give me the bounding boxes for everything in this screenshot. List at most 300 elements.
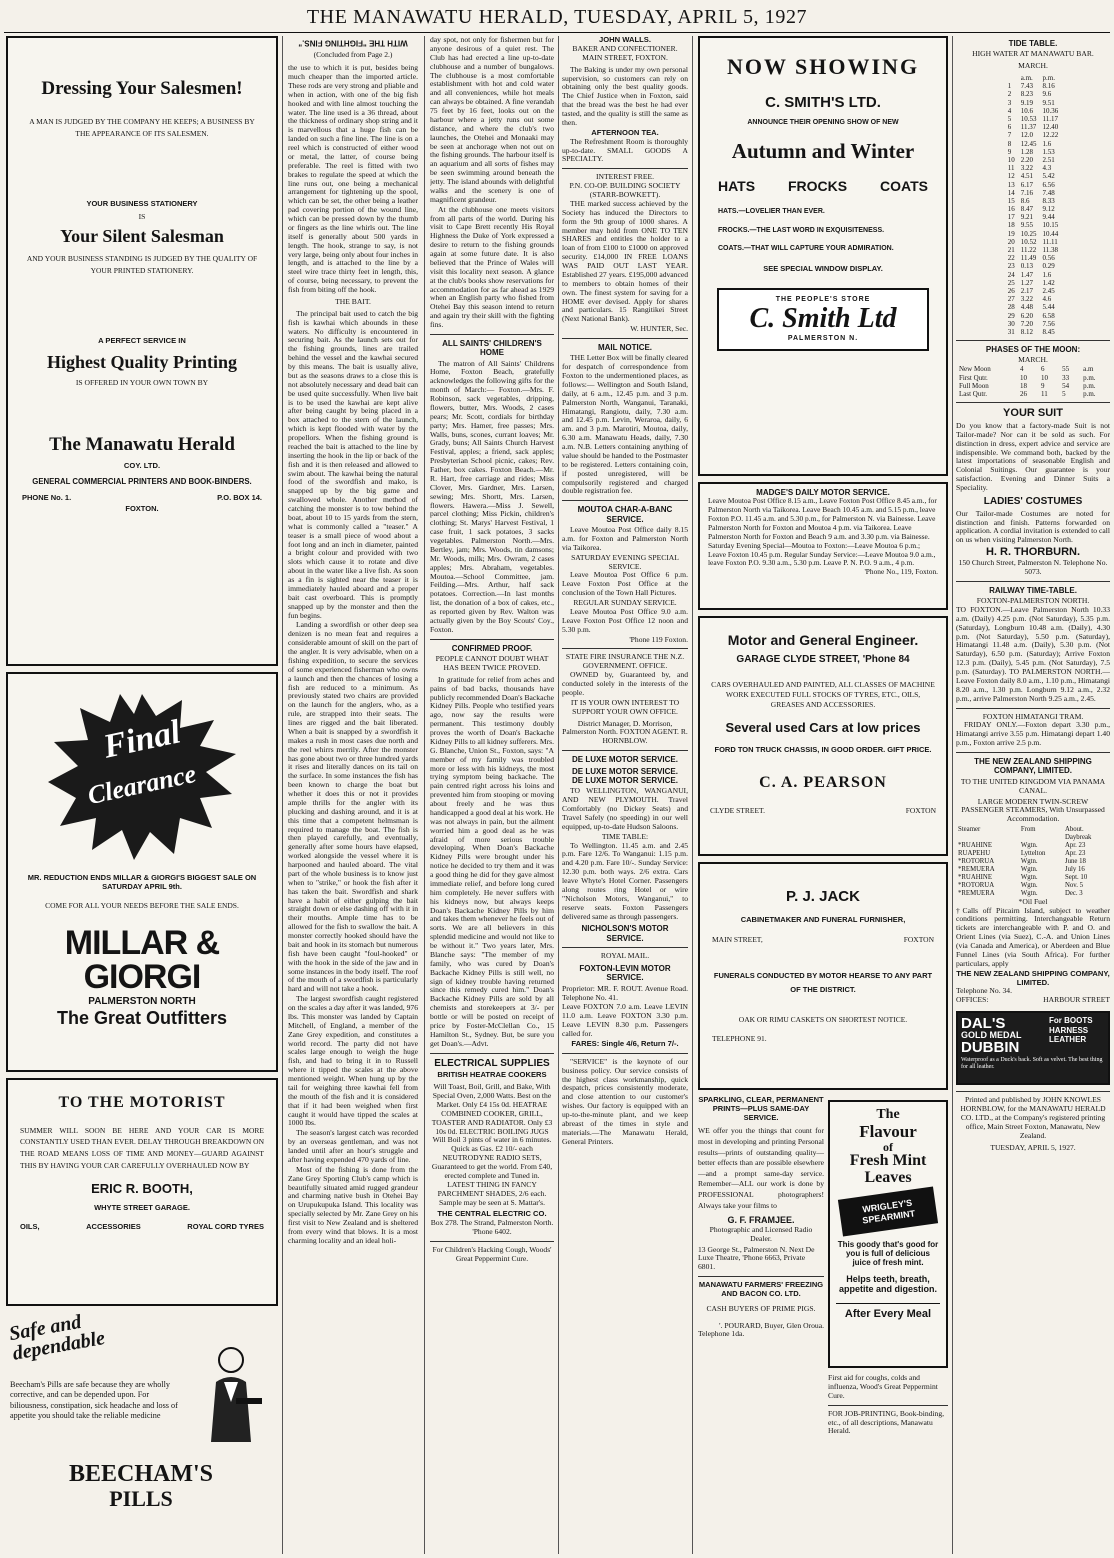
tide-row [1005, 246, 1062, 254]
tyres-label: ROYAL CORD TYRES [187, 1222, 264, 1232]
final-clearance-art [42, 686, 242, 866]
foxton-label: FOXTON [905, 806, 936, 816]
ship-date: Apr. 23 [1064, 842, 1086, 850]
framjee-address: 13 George St., Palmerston N. Next De Luxe Theatre, 'Phone 6663, Private 6801. [698, 1244, 815, 1272]
central-electric: THE CENTRAL ELECTRIC CO. [437, 1209, 547, 1219]
tide-pm: 7.56 [1042, 319, 1055, 328]
tide-row [1005, 123, 1062, 131]
article-para: Most of the fishing is done from the Zane Grey Sporting Club's camp which is beautifully situated amid rugged grandeur and charming native bush in Otehei Bay on Urupukupuka Island. This locality was specially selected by Mr. Zane Grey on his first visit to New Zealand and is sheltered from every wind that blows. It is a most charming locality and an ideal holi- [288, 1164, 418, 1245]
levin-fares: FARES: Single 4/6, Return 7/-. [571, 1038, 679, 1048]
moon-minute: 33 [1062, 373, 1070, 382]
tide-pm: 9.51 [1042, 98, 1055, 107]
article-para: The season's largest catch was recorded by an overseas gentleman, and was not landed until after an hour's struggle and after having expended 470 yards of line. [288, 1128, 418, 1164]
tide-pm: 8.16 [1042, 82, 1055, 91]
column-rule [424, 36, 425, 1554]
column-rule [282, 36, 283, 1554]
first-aid-note: First aid for coughs, colds and influenza, Wood's Great Peppermint Cure. [828, 1373, 938, 1400]
frocks-label: FROCKS [787, 178, 848, 195]
chara-text: Leave Moutoa Post Office daily 8.15 a.m. for Foxton and Palmerston North via Taikorea. [562, 525, 688, 552]
coop-text: THE marked success achieved by the Society has induced the Directors to form the 9th group of 1000 shares. A member may hold from ONE TO TEN SHARES and entitles the holder to a loan of from £100 to £1000 on approved security. £14,000 IN FREE LOANS WAS PAID OUT LAST YEAR. Established 27 years. £195,000 advanced to members to obtain homes of their own. The finest system for saving for a HOME ever devised. Apply for shares and particulars. 15 Rangitikei Street (Next National Bank). [562, 198, 688, 324]
dubbin-line-1: DAL'S [961, 1015, 1006, 1033]
coats-label: COATS [880, 178, 928, 195]
stationery-label: YOUR BUSINESS STATIONERY [86, 199, 198, 209]
beecham-ad [6, 1312, 278, 1512]
divider [562, 500, 688, 501]
ship-name: *REMUERA [958, 889, 995, 897]
ship-date: Sept. 10 [1064, 873, 1088, 881]
ship-date: Dec. 3 [1064, 889, 1083, 897]
pearson-ad [698, 616, 948, 856]
window-display: SEE SPECIAL WINDOW DISPLAY. [763, 263, 883, 273]
moon-phase: New Moon [959, 365, 991, 374]
logo-top-text: THE PEOPLE'S STORE [775, 295, 871, 303]
tide-day: 12 [1007, 172, 1015, 181]
moon-hour: 10 [1041, 373, 1049, 382]
imprint: Printed and published by JOHN KNOWLES HORNBLOW, for the MANAWATU HERALD CO. LTD., at the Company's registered printing office, Main Street Foxton, Manawatu, New Zealand. [960, 1095, 1106, 1140]
tide-am: 1.27 [1020, 278, 1033, 287]
tide-row [1005, 172, 1062, 180]
tide-day: 15 [1007, 196, 1015, 205]
moon-row [956, 374, 1110, 382]
tide-am: 11.49 [1020, 254, 1037, 263]
farmers-title: MANAWATU FARMERS' FREEZING AND BACON CO. LTD. [698, 1280, 824, 1298]
tide-am: 8.47 [1020, 205, 1033, 214]
tide-row [1005, 320, 1062, 328]
ship-row [956, 866, 1110, 874]
ship-row [956, 850, 1110, 858]
final-clearance-ad [6, 672, 278, 1072]
tide-month: MARCH. [1018, 61, 1048, 71]
hats-line: HATS.—LOVELIER THAN EVER. [718, 208, 825, 216]
column-3 [430, 36, 554, 1554]
ladies-text: Our Tailor-made Costumes are noted for distinction and finish. Patterns forwarded on application. A cordial invitation is extended to call on us when visiting Palmerston North. [956, 508, 1110, 545]
ship-row [956, 858, 1110, 866]
tide-day: 14 [1007, 188, 1015, 197]
palmerston-north: PALMERSTON NORTH [88, 996, 196, 1008]
smiths-logo [717, 288, 929, 351]
coop-title: P.N. CO-OP. BUILDING SOCIETY (STARR-BOWKETT). [569, 181, 681, 199]
sparkling-title: SPARKLING, CLEAR, PERMANENT PRINTS—PLUS SAME-DAY SERVICE. [698, 1095, 824, 1122]
tide-day: 28 [1007, 303, 1015, 312]
column-rule [952, 36, 953, 1554]
tide-day: 30 [1007, 319, 1015, 328]
suit-title: YOUR SUIT [1003, 407, 1063, 420]
madge-phone: 'Phone No., 119, Foxton. [864, 567, 938, 577]
divider [956, 581, 1110, 582]
walls-text: The Baking is under my own personal supervision, so customers can rely on obtaining only the best quality goods. The Chief Justice when in Foxton, said that the bread was the best he had ever tasted, and the quality is still the same as then. [562, 64, 688, 127]
ship-name: *ROTORUA [958, 857, 995, 865]
ship-from: Wgtn. [1020, 842, 1038, 850]
cough-note: For Children's Hacking Cough, Woods' Great Peppermint Cure. [432, 1245, 552, 1263]
tide-row [1005, 189, 1062, 197]
tide-table [1005, 74, 1062, 336]
divider [828, 1405, 948, 1406]
mail-text: THE Letter Box will be finally cleared for despatch of correspondence from Foxton to the undermentioned places, as follows:— Wellington and South Island, daily, at 6 a.m., 12.45 p.m. and 3 p.m. Palmerston North, Wanganui, Taranaki, Himatangi, Rangiotu, daily, 7.30 a.m. and 12.45 p.m. Levin, Weraroa, daily, 6 am. and 3 p.m. Marotiri, Moutoa, daily, 6.30 a.m. Manawatu Heads, daily, 7.30 a.m. N.B. Letters containing anything of value should be handed to the Postmaster to be registered. Letters containing coin, if posted unregistered, will be compulsorily registered and charged double registration fee. [562, 353, 688, 496]
proof-subtitle: PEOPLE CANNOT DOUBT WHAT HAS BEEN TWICE PROVED. [435, 654, 549, 672]
tide-pm: 1.6 [1042, 270, 1052, 279]
wrigleys-pack: WRIGLEY'S SPEARMINT [838, 1186, 938, 1236]
royal-mail: ROYAL MAIL. [600, 951, 650, 961]
shipping-steamers: LARGE MODERN TWIN-SCREW PASSENGER STEAMERS, With Unsurpassed Accommodation. [961, 796, 1105, 824]
safe-dependable: Safe and dependable [7, 1310, 107, 1365]
foxton-label: FOXTON [903, 935, 934, 945]
tide-am: 0.13 [1020, 262, 1033, 271]
motorist-ad [6, 1078, 278, 1306]
coy-ltd: COY. LTD. [123, 460, 161, 470]
article-para: The largest swordfish caught registered on the scales a day after it was landed, 976 lbs. This monster was landed by Captain Mitchell, of England, a member of the Zane Grey expedition, and constitutes a world record. The party did not have scales large enough to weigh the huge fish, and had to bring it in to Russell where it tipped the scales at the above mentioned weight. When hung up by the tail for weighing three kawhai fell from the mouth of the fish and it is considered that if it had been weighed when first caught it would have tipped the scales at 1000 lbs. [288, 994, 418, 1128]
divider [562, 1053, 688, 1054]
town-label: FOXTON. [125, 503, 159, 513]
sparkling-text: WE offer you the things that count for most in developing and printing Personal results—prints of outstanding quality—better effects than are possible elsewhere—and a prompt same-day service. Remember—ALL our work is done by PROFESSIONAL photographers! Always take your films to [698, 1126, 824, 1210]
cars-text: CARS OVERHAULED AND PAINTED, ALL CLASSES OF MACHINE WORK EXECUTED FULL STOCKS OF TYRES, ETC., OILS, GREASES AND ACCESSORIES. [711, 680, 935, 710]
tide-row [1005, 287, 1062, 295]
levin-title: FOXTON-LEVIN MOTOR SERVICE. [579, 964, 671, 983]
divider [562, 750, 688, 751]
final-word: Final [100, 713, 184, 766]
bait-heading: THE BAIT. [335, 296, 371, 306]
whyte-street-garage: WHYTE STREET GARAGE. [94, 1203, 190, 1213]
tide-day: 9 [1007, 147, 1012, 156]
tide-day: 5 [1007, 115, 1012, 124]
tide-pm: 2.45 [1042, 286, 1055, 295]
tide-am: 12.45 [1020, 139, 1037, 148]
ship-from: Wgtn. [1020, 857, 1038, 865]
fire-title: STATE FIRE INSURANCE THE N.Z. GOVERNMENT. OFFICE. [565, 652, 685, 671]
salesmen-ad [6, 36, 278, 666]
after-every-meal: After Every Meal [836, 1303, 940, 1321]
walls-name: JOHN WALLS. [599, 36, 651, 44]
tide-pm: 12.40 [1042, 123, 1059, 132]
shipping-offices [956, 996, 1110, 1005]
tide-row [1005, 90, 1062, 98]
madge-title: MADGE'S DAILY MOTOR SERVICE. [756, 488, 890, 497]
chara-text-3: Leave Moutoa Post Office 9.0 a.m. Leave Foxton Post Office 12 noon and 5.30 p.m. [562, 606, 688, 634]
tide-pm: 9.6 [1042, 90, 1052, 99]
tide-pm: 8.33 [1042, 196, 1055, 205]
tide-pm: 6.56 [1042, 180, 1055, 189]
rail-text: TO FOXTON.—Leave Palmerston North 10.33 a.m. (Daily) 4.25 p.m. (Not Saturday), 5.35 p.m. (Saturday), Longburn 10.48 a.m. (Daily), 4.30 p.m. (Not Saturday), 5.50 p.m. (Saturday), Himatangi 11.48 a.m. (Daily), 5.30 p.m. (Not Saturday), 6.50 p.m. (Saturday); Arrive Foxton 12.3 p.m. (Daily), 5.45 p.m. (Not Saturday), 7.5 p.m. (Saturday). TO PALMERSTON NORTH.—Leave Foxton daily 8.0 a.m., 1.10 p.m., Himatangi 8.20 a.m., 1.30 p.m. Longburn 9.12 a.m., 2.32 p.m., arrive Palmerston North 9.25 a.m., 2.45. [956, 604, 1110, 703]
moon-phase: Full Moon [959, 381, 989, 390]
tide-row [1005, 107, 1062, 115]
moon-hour: 11 [1041, 389, 1048, 398]
lower-notes [828, 1374, 948, 1436]
jack-ad [698, 862, 948, 1090]
deluxe-timetable: TIME TABLE: [601, 831, 649, 841]
herald-name: The Manawatu Herald [49, 433, 235, 455]
column-6 [956, 36, 1110, 1554]
frocks-line: FROCKS.—THE LAST WORD IN EXQUISITENESS. [718, 226, 885, 234]
smiths-ad [698, 36, 948, 476]
tide-am: 10.25 [1020, 229, 1037, 238]
smiths-name: C. SMITH'S LTD. [765, 93, 881, 111]
tide-pm: 10.36 [1042, 106, 1059, 115]
shipping-telephone: Telephone No. 34. [956, 986, 1012, 996]
dubbin-line-2: GOLD MEDAL [961, 1030, 1022, 1041]
tide-am: 6.20 [1020, 311, 1033, 320]
moon-period: a.m [1083, 365, 1094, 374]
ship-from: Wgtn. [1020, 881, 1038, 889]
tide-row [1005, 303, 1062, 311]
article-para: Landing a swordfish or other deep sea denizen is no mean feat and requires a considerable amount of skill on the part of the angler. It is very advisable, when on a fishing expedition, to secure the services of some experienced fisherman who owns a launch and then the chances of losing a fish are reduced to a minimum. As previously stated two chairs are provided on the launch for the anglers, who, as a rule, are strapped into their seats. The lines are rigged and the bait liberated. When a bait is snapped by a swordfish it makes a rush in most cases due north and the reel whirrs merrily. After the monster has gone about two or three hundred yards it rises and literally dances on its tail on the surface. In some instances the fish has been known to charge the boat but whether it does this or not it provides ample thrills for the angler with its plucking and dashing around, and it is at this time that a competent helmsman is required to manage the boat. The fish is then played carefully, and eventually, generally after some hours have elapsed, worked alongside the vessel where it is harpooned and hauled aboard. The vital part of the whole business is to know just when to "strike," or hook the fish after it has taken the bait. Swordfish and shark have a habit of either gulping the bait straight down or else dashing off with it in their mouths. Ample time has to be allowed for the fish to swallow the bait. A monster correctly hooked should have the bait and hook in its stomach but numerous fish have been caught "foul-hooked" or with the hook in the side of the jaw and in some instances in the body itself. The roof of the mouth of a swordfish is particularly hard and will not take a hook. [288, 620, 418, 994]
used-cars: Several used Cars at low prices [725, 720, 921, 736]
flavour-line-5: Leaves [864, 1168, 912, 1186]
levin-proprietor: Proprietor: MR. F. ROUT. Avenue Road. Telephone No. 41. [562, 983, 688, 1002]
eric-booth: ERIC R. BOOTH, [91, 1181, 193, 1197]
tide-pm: 7.48 [1042, 188, 1055, 197]
tide-day: 21 [1007, 246, 1015, 255]
ship-date: July 16 [1064, 865, 1085, 873]
tram-title: FOXTON HIMATANGI TRAM. [982, 711, 1084, 721]
tide-day: 20 [1007, 237, 1015, 246]
walls-subtitle: BAKER AND CONFECTIONER. [572, 43, 678, 53]
tide-row [1005, 230, 1062, 238]
suit-text: Do you know that a factory-made Suit is not Tailor-made? Nor can it be sold as such. For distinction in dress, expert advice and service are indispensible. We command both, backed by the latest importations of seasonable English and Colonial Suitings. Our guarantee is your satisfaction. Evening and Dinner Suits a Speciality. [956, 420, 1110, 493]
article-para: day spot, not only for fishermen but for anyone desirous of a quiet rest. The Club has had erected a line up-to-date clubhouse and a number of bungalows. The clubhouse is a most comfortable establishment with hot and cold water and all conveniences, while hot meals can always be obtained. A fine verandah 75 feet by 16 feet, looks out on the harbour where a jetty runs out some distance, and where the club's two launches, the Otehei and Monaaki may be seen at anchorage when not out on the fishing grounds. The harbour itself is an aquarium and all sorts of fishes may be seen swimming around beneath the jetty. The island abounds with delightful walks and the scenery is one of magnificent grandeur. [430, 36, 554, 204]
jack-subtitle: CABINETMAKER AND FUNERAL FURNISHER, [740, 914, 906, 924]
chara-sunday: REGULAR SUNDAY SERVICE. [573, 598, 677, 608]
divider [956, 1091, 1110, 1092]
tide-am: 1.47 [1020, 270, 1033, 279]
funerals-text: FUNERALS CONDUCTED BY MOTOR HEARSE TO ANY PART OF THE DISTRICT. [713, 971, 933, 994]
shipping-company: THE NEW ZEALAND SHIPPING COMPANY, LIMITED. [956, 968, 1110, 987]
shipping-calls: †Calls off Pitcairn Island, subject to weather conditions permitting. Interchangeable Return tickets are interchangeable with P. and O. and Orient Lines (via Suez), C.-A. and Union Lines (via Canada and America), or Aberdeen and Blue Funnel Lines (via South Africa). For further particulars, apply [956, 905, 1110, 968]
tide-day: 2 [1007, 90, 1012, 99]
tide-row [1005, 279, 1062, 287]
general-printers: GENERAL COMMERCIAL PRINTERS AND BOOK-BINDERS. [32, 476, 252, 486]
jack-name: P. J. JACK [786, 888, 860, 905]
column-4 [562, 36, 688, 1554]
moon-period: p.m. [1083, 389, 1096, 398]
moon-phase: Last Qutr. [959, 389, 987, 398]
coats-line: COATS.—THAT WILL CAPTURE YOUR ADMIRATION. [718, 244, 894, 252]
moon-day: 10 [1020, 373, 1028, 382]
moon-day: 26 [1020, 389, 1028, 398]
moon-minute: 5 [1062, 389, 1066, 398]
mail-title: MAIL NOTICE. [597, 343, 653, 352]
tide-pm: 11.11 [1042, 237, 1058, 246]
tide-pm: 8.45 [1042, 327, 1055, 336]
moon-period: p.m. [1083, 373, 1096, 382]
tide-row [1005, 254, 1062, 262]
tide-day: 6 [1007, 123, 1012, 132]
flavour-line-2: Flavour [859, 1121, 917, 1141]
tide-row [1005, 328, 1062, 336]
about-header: About. [1064, 826, 1084, 834]
tide-pm: 6.58 [1042, 311, 1055, 320]
divider [956, 708, 1110, 709]
divider [430, 334, 554, 335]
deluxe-title: DE LUXE MOTOR SERVICE. [572, 766, 678, 776]
ship-name: *RUAHINE [958, 873, 992, 881]
great-outfitters: The Great Outfitters [56, 1007, 228, 1028]
tide-day: 19 [1007, 229, 1015, 238]
from-header: From [1020, 826, 1036, 834]
tide-am: 7.43 [1020, 82, 1033, 91]
ship-from: Lyttelton [1020, 850, 1046, 858]
tide-row [1005, 131, 1062, 139]
divider [430, 1241, 554, 1242]
po-box: P.O. BOX 14. [217, 492, 262, 502]
heatrae-title: BRITISH HEATRAE COOKERS [437, 1070, 547, 1080]
tide-row [1005, 82, 1062, 90]
tide-row [1005, 156, 1062, 164]
logo-script: C. Smith Ltd [749, 302, 897, 334]
tide-day: 3 [1007, 98, 1012, 107]
millar-giorgi: MILLAR & GIORGI [64, 924, 220, 997]
thorburn-address: 150 Church Street, Palmerston N. Telephone No. 5073. [958, 558, 1108, 576]
ship-name: *RUAHINE [958, 842, 992, 850]
moon-day: 4 [1020, 365, 1024, 374]
tide-pm: 10.15 [1042, 221, 1059, 230]
tide-row [1005, 312, 1062, 320]
chara-text-2: Leave Moutoa Post Office 6 p.m. Leave Foxton Post Office at the conclusion of the Town Hall Pictures. [562, 570, 688, 598]
tide-row [1005, 140, 1062, 148]
tide-pm: 1.42 [1042, 278, 1055, 287]
is-label: IS [138, 211, 146, 221]
tide-day: 17 [1007, 213, 1015, 222]
tide-row [1005, 271, 1062, 279]
garage-clyde: GARAGE CLYDE STREET, 'Phone 84 [736, 654, 910, 666]
dubbin-row [961, 1016, 1105, 1055]
jack-address-row [712, 936, 934, 945]
tide-day: 13 [1007, 180, 1015, 189]
tide-day: 4 [1007, 106, 1012, 115]
article-title: WITH THE "FIGHTING FINS." [298, 38, 408, 48]
daybreak-header: Daybreak [1064, 834, 1092, 842]
moon-hour: 9 [1041, 381, 1045, 390]
accessories-label: ACCESSORIES [86, 1222, 141, 1232]
pills-name: PILLS [109, 1486, 173, 1511]
tide-am: 3.22 [1020, 295, 1033, 304]
tide-am: 4.51 [1020, 172, 1033, 181]
tide-am: 6.17 [1020, 180, 1033, 189]
divider [430, 639, 554, 640]
flavour-line-3: of [883, 1139, 893, 1154]
chara-title: MOUTOA CHAR-A-BANC SERVICE. [577, 505, 673, 524]
electric-address: Box 278. The Strand, Palmerston North. 'Phone 6402. [430, 1218, 554, 1237]
offices-label: OFFICES: [956, 995, 989, 1005]
butler-figure [196, 1342, 266, 1442]
divider [562, 947, 688, 948]
harbour-street: HARBOUR STREET [1043, 995, 1110, 1005]
tide-row [1005, 99, 1062, 107]
silent-salesman: Your Silent Salesman [60, 225, 224, 246]
afternoon-tea: AFTERNOON TEA. [591, 127, 659, 137]
tide-am: 1.28 [1020, 147, 1033, 156]
beecham-text: Beecham's Pills are safe because they are wholly corrective, and can be depended upon. For biliousness, constipation, sick headache and loss of appetite you should take the reliable medicine [10, 1380, 178, 1420]
masthead-rule [4, 32, 1110, 33]
beechams-name: BEECHAM'S [68, 1461, 214, 1487]
divider [562, 648, 688, 649]
tide-day: 8 [1007, 139, 1012, 148]
levin-times: Leave FOXTON 7.0 a.m. Leave LEVIN 11.0 a.m. Leave FOXTON 3.30 p.m. Leave LEVIN 8.30 p.m. Passengers called for. [562, 1002, 688, 1039]
tide-day: 18 [1007, 221, 1015, 230]
deluxe-title: DE LUXE MOTOR SERVICE. [572, 775, 678, 785]
clearance-word: Clearance [85, 758, 199, 811]
madge-ad [698, 482, 948, 610]
nicholson-title: NICHOLSON'S MOTOR SERVICE. [581, 924, 669, 943]
category-row [718, 178, 928, 194]
ship-from: Wgtn. [1020, 873, 1038, 881]
tide-pm: 0.29 [1042, 262, 1055, 271]
chara-phone: 'Phone 119 Foxton. [629, 634, 688, 644]
masthead: THE MANAWATU HERALD, TUESDAY, APRIL 5, 1927 [306, 6, 808, 28]
dubbin-side: For BOOTS HARNESS LEATHER [1049, 1016, 1093, 1044]
motorist-text: SUMMER WILL SOON BE HERE AND YOUR CAR IS MORE CONSTANTLY USED THAN EVER. DELAY THROUGH BREAKDOWN ON THE ROAD MEANS LOSS OF TIME AND MONEY—GUARD AGAINST THIS BY HAVING YOUR CAR CAREFULLY OVERHAULED NOW BY [20, 1125, 264, 1170]
contact-row [22, 494, 262, 503]
main-street: MAIN STREET, [712, 935, 763, 945]
column-rule [692, 36, 693, 1554]
salesmen-text: A MAN IS JUDGED BY THE COMPANY HE KEEPS; A BUSINESS BY THE APPEARANCE OF ITS SALESMEN. [29, 117, 255, 139]
perfect-service: A PERFECT SERVICE IN [98, 335, 186, 345]
tide-am: 11.22 [1020, 246, 1037, 255]
phone-no: PHONE No. 1. [22, 492, 72, 502]
moon-day: 18 [1020, 381, 1028, 390]
pourard-buyer: '. POURARD, Buyer, Glen Oroua. [719, 1320, 824, 1330]
flavour-line-1: The [876, 1107, 900, 1122]
hats-label: HATS [718, 178, 756, 195]
tide-am: 4.48 [1020, 303, 1033, 312]
tide-row [1005, 181, 1062, 189]
moon-period: p.m. [1083, 381, 1096, 390]
oils-label: OILS, [20, 1222, 40, 1232]
ship-row [956, 874, 1110, 882]
tide-day: 7 [1007, 131, 1012, 140]
wrigleys-text: This goody that's good for you is full of delicious juice of fresh mint. [837, 1239, 939, 1268]
tide-row [1005, 197, 1062, 205]
pearson-name: C. A. PEARSON [759, 774, 887, 792]
framjee-subtitle: Photographic and Licensed Radio Dealer. [709, 1224, 813, 1243]
moon-title: PHASES OF THE MOON: [985, 345, 1081, 355]
job-printing-note: FOR JOB-PRINTING, Book-binding, etc., of all descriptions, Manawatu Herald. [828, 1408, 945, 1436]
oil-fuel-note: *Oil Fuel [1018, 896, 1048, 906]
tide-row [1005, 164, 1062, 172]
tide-pm: 5.42 [1042, 172, 1055, 181]
walls-text-2: The Refreshment Room is thoroughly up-to-date. SMALL GOODS A SPECIALTY. [562, 136, 688, 164]
tide-am: 2.20 [1020, 155, 1033, 164]
moon-minute: 54 [1062, 381, 1070, 390]
tram-text: FRIDAY ONLY.—Foxton depart 3.30 p.m., Himatangi arrive 3.55 p.m. Himatangi depart 1.40 p.m., Foxton arrive 2.5 p.m. [956, 720, 1110, 748]
dubbin-line-3: DUBBIN [961, 1039, 1020, 1057]
dubbin-ad [956, 1011, 1110, 1085]
column-1 [6, 36, 278, 1512]
deluxe-text: TO WELLINGTON, WANGANUI, AND NEW PLYMOUTH. Travel Comfortably (no Dickey Seats) and Travel Safely (no speeding) in our well equipped, up-to-date Hudson Saloons. [562, 786, 688, 831]
tide-row [1005, 238, 1062, 246]
tide-pm: 1.6 [1042, 139, 1052, 148]
proof-title: CONFIRMED PROOF. [451, 643, 533, 653]
tide-day: 16 [1007, 205, 1015, 214]
ship-name: *REMUERA [958, 865, 995, 873]
imprint-date: TUESDAY, APRIL 5, 1927. [990, 1142, 1076, 1152]
tide-am: 2.17 [1020, 286, 1033, 295]
column-5 [698, 36, 948, 1554]
tide-header [1005, 74, 1062, 82]
tide-pm: 12.22 [1042, 131, 1059, 140]
chara-saturday: SATURDAY EVENING SPECIAL SERVICE. [571, 552, 679, 571]
dubbin-brand [961, 1016, 1049, 1055]
tide-day: 24 [1007, 270, 1015, 279]
tide-row [1005, 295, 1062, 303]
tide-pm: 11.17 [1042, 115, 1058, 124]
shipping-header [956, 826, 1110, 834]
home-text: The matron of All Saints' Childrens Home, Foxton Beach, gratefully acknowledges the following gifts for the month of March:— Foxton.—Mrs. F. Robinson, sack vegetables, dripping, flowers, butter, Mrs. Woods, 2 cases pears; Mr. Scott, cordials for birthday party; Mrs. Hamer, free passes; Mrs. Walls, buns, scones, currant loaves; Mr. Grady, buns; All Saints Church Harvest Festival, apples; a friend, sack apples; Presbyterian School picnic, cakes; Rev. Father, box cakes. Foxton Beach.—Mr. R. Hart, free carriage and rides; Miss Clover, Mrs. Gardner, Mrs. Larsen, sewing; Mrs. Shortt, Mrs. Larsen, flowers. Hawera.—Miss J. Sewell, parcel clothing; Miss Pickin, children's clothing; St. Marys' Harvest Festival, 1 case fruit, 1 sack potatoes, 3 sacks vegetables. Palmerston North.—Mrs. Bertley, jam; Mrs. Woods, tin damsons; Mr. Woods, milk; Mrs. Owram, 2 cases apples; Mrs. Abraham, vegetables. Moutoa.—School Committee, jam. Feilding.—Mrs. Arthur, half sack potatoes. Correction.—In last months list, the donation of a box of cakes, etc., as reported given by Rev. Walton was actually given by the Boy Scouts' Coy., Foxton. [430, 358, 554, 634]
tide-day: 27 [1007, 295, 1015, 304]
moon-phase: First Qutr. [959, 373, 988, 382]
rail-subtitle: FOXTON-PALMERSTON NORTH. [976, 596, 1090, 606]
am-header: a.m. [1020, 74, 1033, 83]
tide-day: 22 [1007, 254, 1015, 263]
thorburn-name: H. R. THORBURN. [985, 546, 1081, 559]
